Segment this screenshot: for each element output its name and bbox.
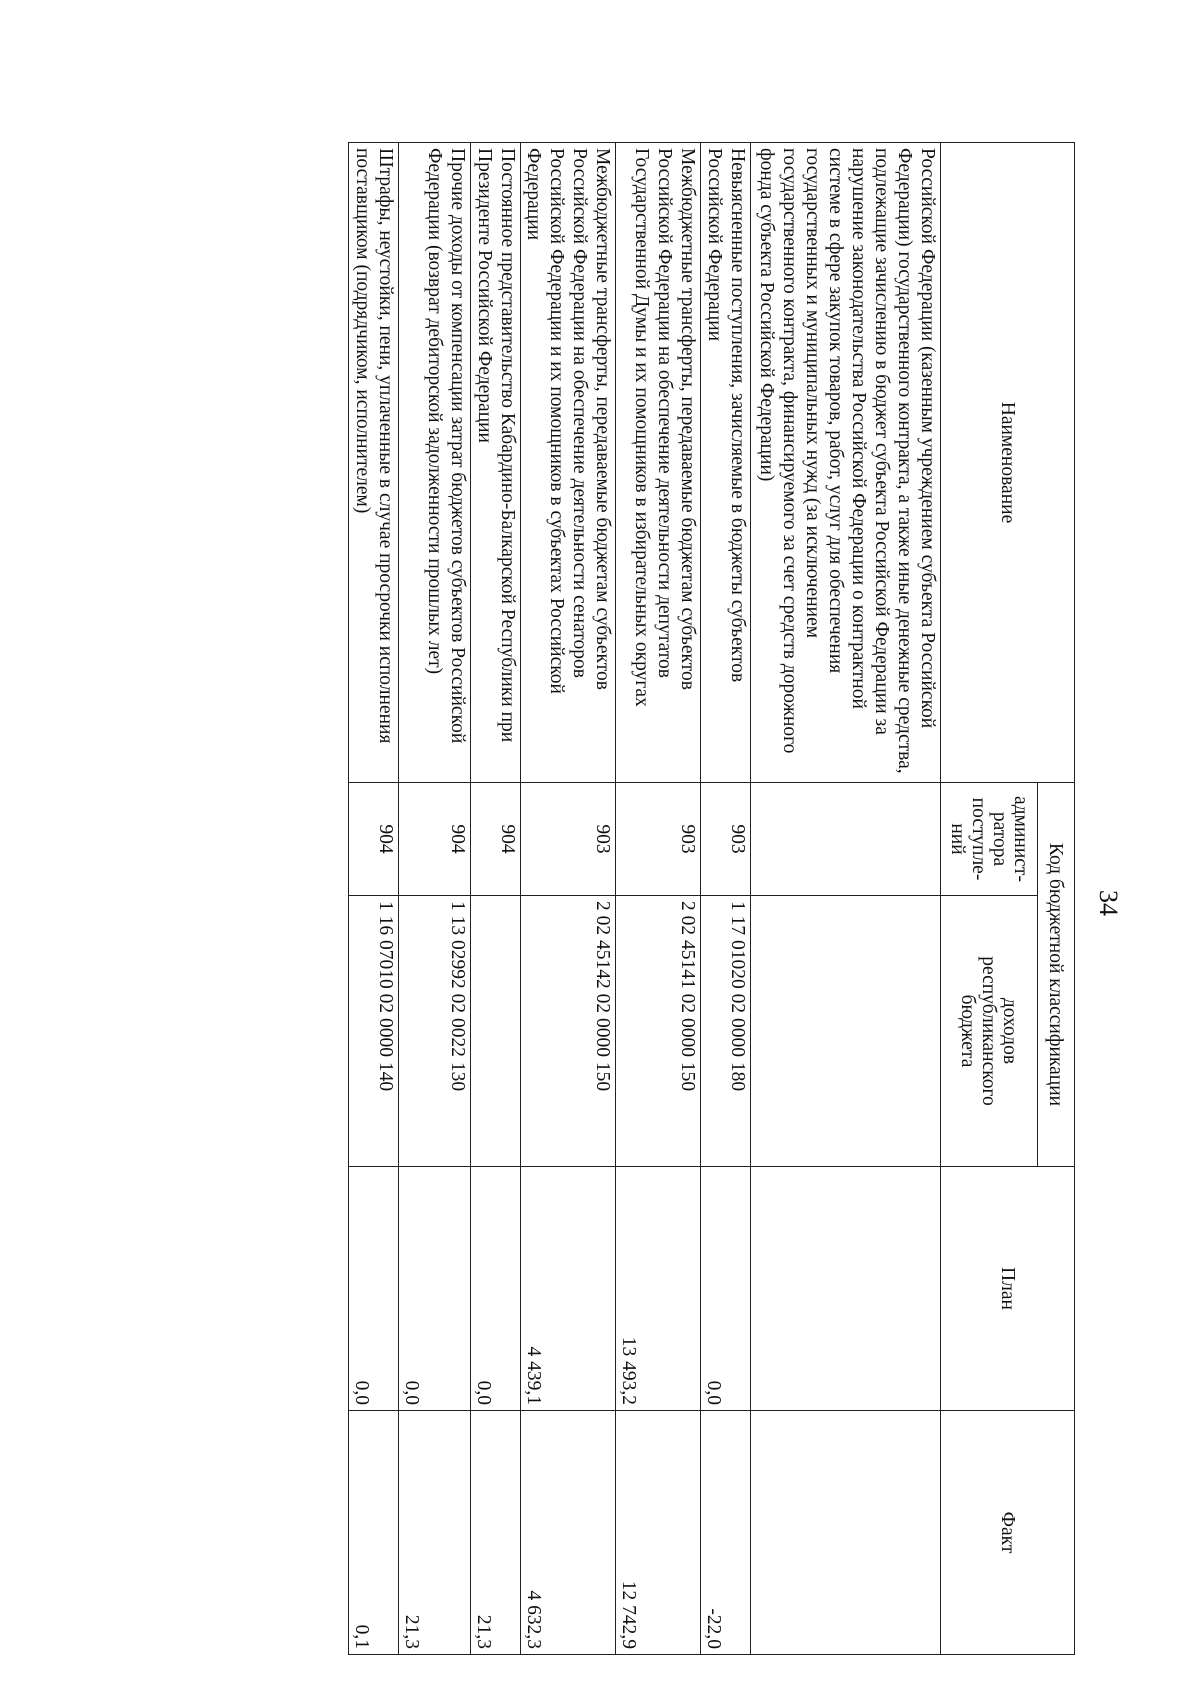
row-plan: 0,0 xyxy=(349,1167,399,1411)
header-fact: Факт xyxy=(941,1411,1075,1655)
row-admin-code xyxy=(751,783,941,896)
budget-table xyxy=(348,142,1075,1655)
table-row xyxy=(701,143,751,1655)
page-number: 34 xyxy=(1094,890,1123,916)
table-row xyxy=(616,143,701,1655)
header-admin: админист- ратора поступле- ний xyxy=(941,783,1038,896)
row-plan: 0,0 xyxy=(471,1167,521,1411)
row-name: Постоянное представительство Кабардино-Балкарской Республики при Президенте Российской Федерации xyxy=(471,143,521,783)
row-income-code: 1 16 07010 02 0000 140 xyxy=(349,896,399,1167)
header-code-group: Код бюджетной классификации xyxy=(1038,783,1075,1167)
row-admin-code: 904 xyxy=(471,783,521,896)
row-name: Штрафы, неустойки, пени, уплаченные в случае просрочки исполнения поставщиком (подрядчиком, исполнителем) xyxy=(349,143,399,783)
row-name: Межбюджетные трансферты, передаваемые бюджетам субъектов Российской Федерации на обеспечение деятельности сенаторов Российской Федерации и их помощников в субъектах Российской Федерации xyxy=(521,143,616,783)
header-plan: План xyxy=(941,1167,1075,1411)
row-income-code xyxy=(751,896,941,1167)
row-plan xyxy=(751,1167,941,1411)
table-row xyxy=(521,143,616,1655)
row-income-code: 1 13 02992 02 0022 130 xyxy=(399,896,471,1167)
table-row xyxy=(349,143,399,1655)
row-admin-code: 904 xyxy=(399,783,471,896)
row-fact: 4 632,3 xyxy=(521,1411,616,1655)
row-plan: 0,0 xyxy=(399,1167,471,1411)
row-fact: 21,3 xyxy=(471,1411,521,1655)
row-admin-code: 904 xyxy=(349,783,399,896)
row-name: Прочие доходы от компенсации затрат бюджетов субъектов Российской Федерации (возврат дебиторской задолженности прошлых лет) xyxy=(399,143,471,783)
row-income-code xyxy=(471,896,521,1167)
row-income-code: 2 02 45141 02 0000 150 xyxy=(616,896,701,1167)
row-name: Межбюджетные трансферты, передаваемые бюджетам субъектов Российской Федерации на обеспечение деятельности депутатов Государственной Думы и их помощников в избирательных округах xyxy=(616,143,701,783)
table-row xyxy=(399,143,471,1655)
row-income-code: 2 02 45142 02 0000 150 xyxy=(521,896,616,1167)
row-plan: 4 439,1 xyxy=(521,1167,616,1411)
row-fact: -22,0 xyxy=(701,1411,751,1655)
row-fact xyxy=(751,1411,941,1655)
row-plan: 13 493,2 xyxy=(616,1167,701,1411)
row-fact: 0,1 xyxy=(349,1411,399,1655)
row-plan: 0,0 xyxy=(701,1167,751,1411)
row-admin-code: 903 xyxy=(521,783,616,896)
row-income-code: 1 17 01020 02 0000 180 xyxy=(701,896,751,1167)
row-fact: 12 742,9 xyxy=(616,1411,701,1655)
header-name: Наименование xyxy=(941,143,1075,783)
row-fact: 21,3 xyxy=(399,1411,471,1655)
header-income: доходов республиканского бюджета xyxy=(941,896,1038,1167)
table-row xyxy=(751,143,941,1655)
table-row xyxy=(471,143,521,1655)
row-name: Невыясненные поступления, зачисляемые в бюджеты субъектов Российской Федерации xyxy=(701,143,751,783)
row-admin-code: 903 xyxy=(701,783,751,896)
row-name: Российской Федерации (казенным учреждением субъекта Российской Федерации) государственного контракта, а также иные денежные средства, подлежащие зачислению в бюджет субъекта Российской Федерации за нарушение законодательства Российской Федерации о контрактной системе в сфере закупок товаров, работ, услуг для обеспечения государственных и муниципальных нужд (за исключением государственного контракта, финансируемого за счет средств дорожного фонда субъекта Российской Федерации) xyxy=(751,143,941,783)
row-admin-code: 903 xyxy=(616,783,701,896)
